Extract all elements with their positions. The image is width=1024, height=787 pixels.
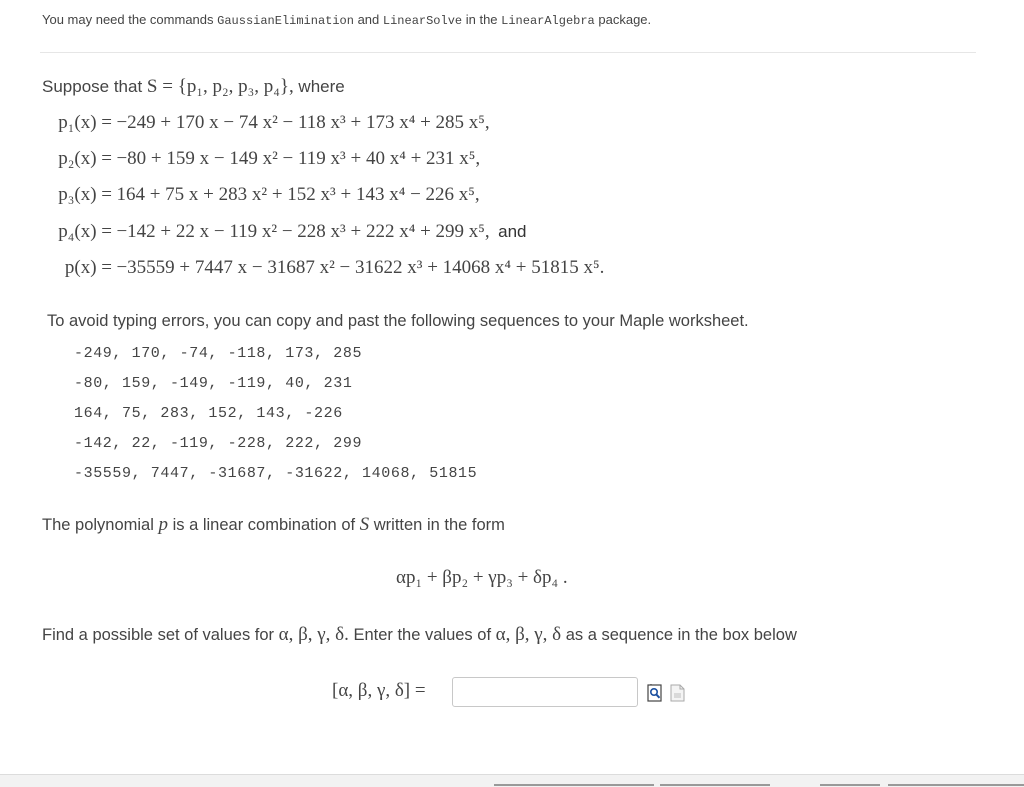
set-definition: S = {p₁, p₂, p₃, p₄}, [146,76,294,97]
find-part: as a sequence in the box below [561,626,797,644]
equation-rhs: −249 + 170 x − 74 x² − 118 x³ + 173 x⁴ + 285 x⁵, [116,112,490,133]
help-document-icon[interactable] [670,684,686,707]
equation-lhs: p₁(x) = [58,112,112,133]
hint-suffix: package. [594,12,652,27]
suppose-lead: Suppose that [42,77,147,96]
variables-list: α, β, γ, δ. [278,624,349,645]
equation-rhs: −35559 + 7447 x − 31687 x² − 31622 x³ + 14068 x⁴ + 51815 x⁵. [116,257,605,278]
copy-instructions: To avoid typing errors, you can copy and past the following sequences to your Maple worksheet. [47,312,749,330]
equation-tail: and [498,222,527,241]
symbol-s: S [359,514,370,535]
linear-combination-statement [42,514,505,536]
equation-lhs: p₂(x) = [58,148,112,169]
sequence-p4: -142, 22, -119, -228, 222, 299 [74,435,363,452]
hint-prefix: You may need the commands [42,12,218,27]
hint-mid2: in the [462,12,502,27]
answer-input[interactable] [452,677,638,707]
statement-part: written in the form [369,516,505,534]
symbol-p: p [158,514,168,535]
suppose-where: where [293,77,345,96]
package-linearalgebra: LinearAlgebra [501,14,595,28]
suppose-line [42,76,345,98]
sequence-p3: 164, 75, 283, 152, 143, -226 [74,405,343,422]
hint-mid1: and [353,12,383,27]
command-gaussianelimination: GaussianElimination [217,14,354,28]
sequence-p: -35559, 7447, -31687, -31622, 14068, 51815 [74,465,478,482]
equation-lhs: p₃(x) = [58,184,112,205]
find-part: Find a possible set of values for [42,626,279,644]
equation-p [24,257,608,279]
sequence-p1: -249, 170, -74, -118, 173, 285 [74,345,363,362]
command-linearsolve: LinearSolve [382,14,463,28]
equation-rhs: −142 + 22 x − 119 x² − 228 x³ + 222 x⁴ + 299 x⁵, [116,221,490,242]
equation-p1 [24,112,494,134]
hint-text [42,12,651,28]
equation-p3 [24,184,484,206]
equation-p2 [24,148,484,170]
statement-part: is a linear combination of [167,516,360,534]
equation-rhs: 164 + 75 x + 283 x² + 152 x³ + 143 x⁴ − 226 x⁵, [116,184,480,205]
variables-list: α, β, γ, δ [495,624,562,645]
equation-lhs: p(x) = [64,257,112,278]
equation-lhs: p₄(x) = [58,221,112,242]
answer-label: [α, β, γ, δ] = [332,680,426,701]
find-part: Enter the values of [348,626,496,644]
statement-part: The polynomial [42,516,159,534]
combination-formula: αp₁ + βp₂ + γp₃ + δp₄ . [396,567,568,588]
preview-icon[interactable] [647,684,663,707]
sequence-p2: -80, 159, -149, -119, 40, 231 [74,375,353,392]
equation-p4 [24,221,527,243]
find-instructions [42,624,797,646]
divider [40,52,976,53]
equation-rhs: −80 + 159 x − 149 x² − 119 x³ + 40 x⁴ + 231 x⁵, [116,148,481,169]
